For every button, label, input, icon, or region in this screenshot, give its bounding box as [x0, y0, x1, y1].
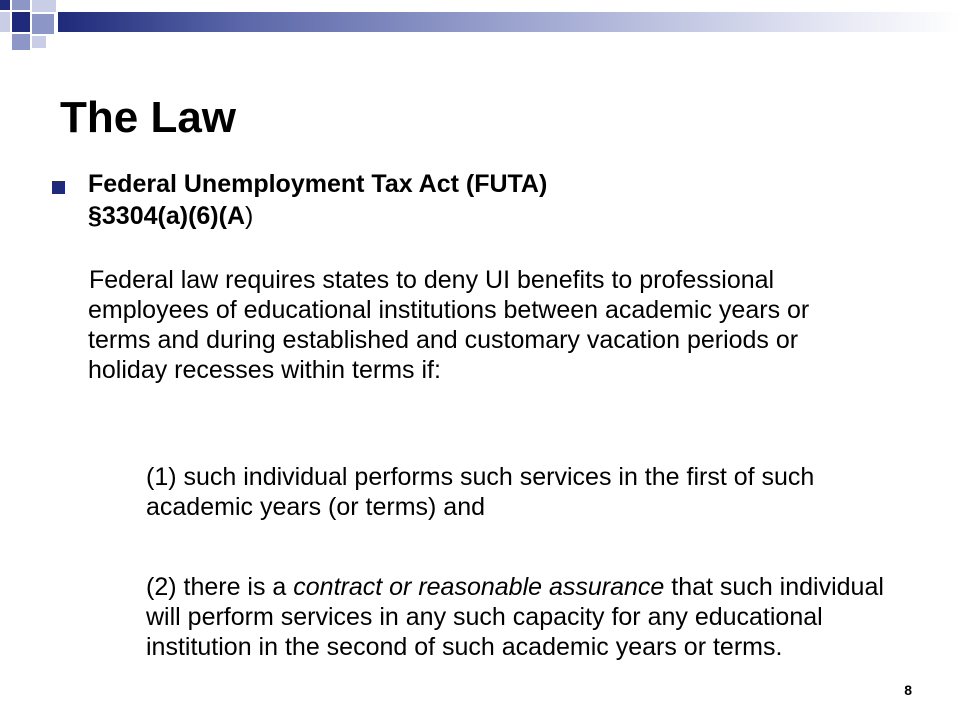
bullet-heading — [88, 168, 547, 232]
square-bullet-icon — [52, 181, 65, 194]
header-square-navy — [0, 0, 10, 10]
page-number: 8 — [904, 682, 912, 698]
header-square-pale — [32, 36, 46, 48]
header-square-navy — [12, 12, 30, 32]
header-gradient-band — [58, 12, 960, 32]
main-paragraph: Federal law requires states to deny UI benefits to professional employees of educational institutions between academic years or terms and during established and customary vacation periods or holiday recesses within terms if: — [88, 266, 810, 384]
condition-2-emphasis: contract or reasonable assurance — [293, 573, 665, 601]
condition-1: (1) such individual performs such services in the first of such academic years (or terms) and — [146, 463, 815, 521]
header-square-slate — [12, 0, 30, 10]
header-square-slate — [32, 14, 54, 34]
condition-2 — [146, 572, 906, 662]
condition-2-after: that such individual will perform services in any such capacity for any educational institution in the second of such academic years or terms. — [146, 573, 884, 661]
header-square-pale — [32, 0, 56, 12]
header-square-pale — [0, 12, 10, 32]
bullet-heading-line1: Federal Unemployment Tax Act (FUTA) — [88, 170, 548, 198]
bullet-heading-paren: ) — [245, 202, 254, 230]
header-square-slate — [12, 34, 30, 50]
slide-title: The Law — [60, 93, 237, 142]
condition-2-before: (2) there is a — [146, 573, 294, 601]
bullet-heading-line2: §3304(a)(6)(A — [88, 202, 246, 230]
